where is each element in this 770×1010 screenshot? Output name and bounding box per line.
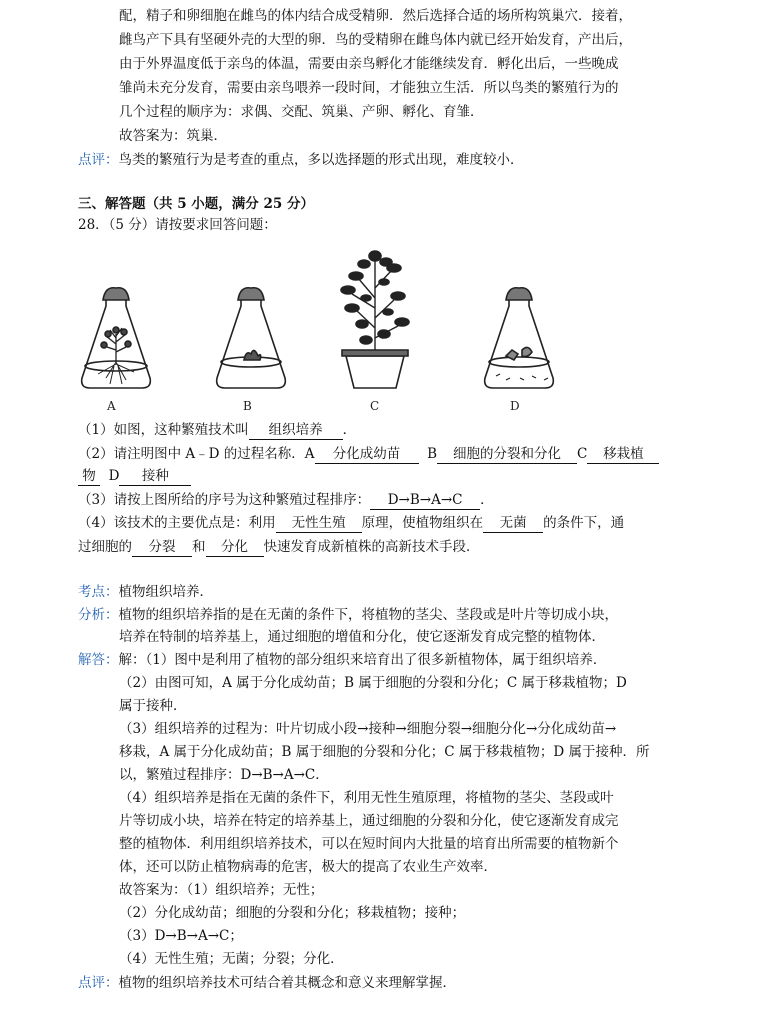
q3-text: （3）请按上图所给的序号为这种繁殖过程排序： (78, 492, 371, 508)
section-title: 三、解答题（共 5 小题，满分 25 分） (78, 196, 314, 212)
subquestion-3 (78, 490, 494, 510)
q2-answer-d: 接种 (119, 468, 191, 486)
jieda-line-9: 整的植物体．利用组织培养技术，可以在短时间内大批量的培育出所需要的植物新个 (119, 836, 619, 852)
intro-comment (78, 150, 524, 170)
q4-answer-1: 无性生殖 (276, 515, 362, 533)
intro-line-4: 雏尚未充分发育，需要由亲鸟喂养一段时间，才能独立生活．所以鸟类的繁殖行为的 (119, 80, 619, 96)
kaodian-text: 植物组织培养． (118, 584, 213, 600)
fenxi-line-1 (78, 605, 618, 625)
intro-line-2: 雌鸟产下具有坚硬外壳的大型的卵．鸟的受精卵在雌鸟体内就已经开始发育，产出后， (119, 32, 632, 48)
q1-answer: 组织培养 (249, 422, 343, 440)
jieda-line-2: （2）由图可知，A 属于分化成幼苗；B 属于细胞的分裂和分化；C 属于移栽植物；D (119, 675, 627, 691)
q1-text: （1）如图，这种繁殖技术叫 (78, 422, 249, 438)
intro-line-5: 几个过程的顺序为：求偶、交配、筑巢、产卵、孵化、育雏． (119, 104, 484, 120)
figure-label-c: C (370, 399, 380, 413)
intro-line-1: 配，精子和卵细胞在雌鸟的体内结合成受精卵．然后选择合适的场所构筑巢穴．接着， (119, 8, 632, 24)
fenxi-text-1: 植物的组织培养指的是在无菌的条件下，将植物的茎尖、茎段或是叶片等切成小块， (118, 607, 618, 623)
jieda-line-10: 体，还可以防止植物病毒的危害，极大的提高了农业生产效率． (119, 859, 497, 875)
intro-line-3: 由于外界温度低于亲鸟的体温，需要由亲鸟孵化才能继续发育．孵化出后，一些晚成 (119, 56, 619, 72)
subquestion-4-cont (78, 537, 480, 557)
q2-label-b: B (427, 446, 438, 462)
q4-text-2: 原理，使植物组织在 (361, 515, 484, 531)
q2-answer-c-part1: 移栽植 (587, 446, 659, 464)
subquestion-2 (78, 444, 659, 464)
figure-label-b: B (243, 399, 252, 413)
question-stem: 28．（5 分）请按要求回答问题： (78, 217, 277, 233)
q4-text-5: 和 (192, 539, 206, 555)
q2-answer-c-part2: 物 (78, 468, 100, 486)
flask-b (217, 288, 286, 388)
q2-label-d: D (108, 468, 120, 484)
jieda-line-5: 移栽，A 属于分化成幼苗；B 属于细胞的分裂和分化；C 属于移栽植物；D 属于接种．所 (119, 744, 650, 760)
jieda-line-1 (78, 650, 606, 670)
kaodian-line (78, 582, 213, 602)
q3-answer: D→B→A→C (370, 492, 480, 510)
figure-label-d: D (510, 399, 520, 413)
comment-text: 鸟类的繁殖行为是考查的重点，多以选择题的形式出现，难度较小． (118, 152, 524, 168)
q4-text: （4）该技术的主要优点是：利用 (78, 515, 276, 531)
jieda-line-6: 以，繁殖过程排序：D→B→A→C． (119, 767, 329, 783)
subquestion-1 (78, 420, 356, 440)
intro-answer-line: 故答案为：筑巢． (119, 128, 227, 144)
q4-answer-4: 分化 (206, 539, 264, 557)
subquestion-2-cont (78, 466, 191, 486)
dianping-label: 点评： (78, 975, 119, 991)
potted-plant-c (341, 251, 409, 388)
fenxi-line-2: 培养在特制的培养基上，通过细胞的增值和分化，使它逐渐发育成完整的植物体． (119, 629, 605, 645)
fenxi-label: 分析： (78, 607, 119, 623)
jieda-line-4: （3）组织培养的过程为：叶片切成小段→接种→细胞分裂→细胞分化→分化成幼苗→ (119, 721, 617, 737)
q4-answer-2: 无菌 (483, 515, 543, 533)
subquestion-4 (78, 513, 624, 533)
jieda-line-3: 属于接种． (119, 698, 187, 714)
q2-answer-b: 细胞的分裂和分化 (437, 446, 577, 464)
dianping-line (78, 973, 456, 993)
flask-d (485, 288, 554, 388)
comment-label: 点评： (78, 152, 119, 168)
flask-a (82, 288, 151, 388)
jieda-line-7: （4）组织培养是指在无菌的条件下，利用无性生殖原理，将植物的茎尖、茎段或叶 (119, 790, 614, 806)
dianping-text: 植物的组织培养技术可结合着其概念和意义来理解掌握． (118, 975, 456, 991)
q4-text-6: 快速发育成新植株的高新技术手段． (263, 539, 480, 555)
tissue-culture-figure (76, 238, 566, 418)
q1-end: ． (342, 422, 357, 438)
jieda-line-8: 片等切成小块，培养在特定的培养基上，通过细胞的分裂和分化，使它逐渐发育成完 (119, 813, 619, 829)
q2-text: （2）请注明图中 A﹣D 的过程名称．A (78, 446, 315, 462)
q2-answer-a: 分化成幼苗 (315, 446, 419, 464)
jieda-answer-3: （3）D→B→A→C； (119, 928, 243, 944)
kaodian-label: 考点： (78, 584, 119, 600)
q2-label-c: C (577, 446, 588, 462)
jieda-text-1: 解：（1）图中是利用了植物的部分组织来培育出了很多新植物体，属于组织培养． (118, 652, 607, 668)
q4-text-3: 的条件下，通 (543, 515, 625, 531)
figure-label-a: A (107, 399, 116, 413)
q4-answer-3: 分裂 (132, 539, 192, 557)
q3-end: ． (480, 492, 494, 508)
jieda-answer-4: （4）无性生殖；无菌；分裂；分化． (119, 951, 344, 967)
jieda-label: 解答： (78, 652, 119, 668)
jieda-answer-summary: 故答案为：（1）组织培养；无性； (119, 882, 324, 898)
jieda-answer-2: （2）分化成幼苗；细胞的分裂和分化；移栽植物；接种； (119, 905, 466, 921)
q4-text-4: 过细胞的 (78, 539, 132, 555)
